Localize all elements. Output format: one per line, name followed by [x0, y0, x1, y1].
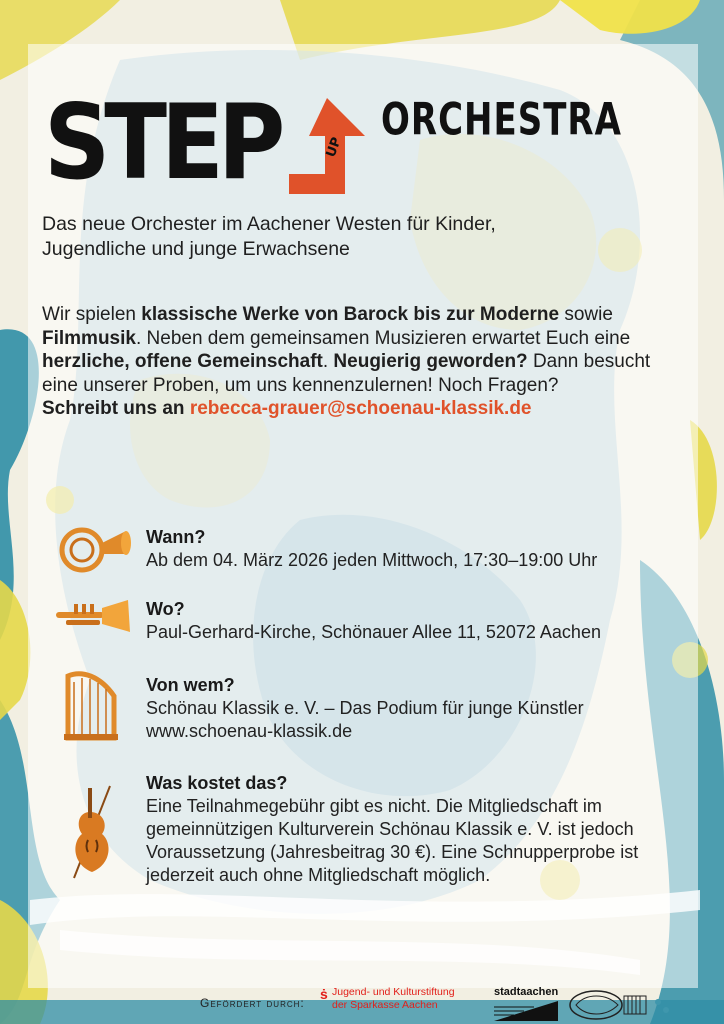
subtitle: Das neue Orchester im Aachener Westen für Kinder, Jugendliche und junge Erwachsene — [42, 213, 496, 260]
sponsor-footer — [0, 986, 724, 1024]
step-up-orchestra-logo — [44, 83, 622, 203]
intro-bold-1: klassische Werke von Barock bis zur Moderne — [141, 304, 560, 325]
sparkasse-icon: ṡ — [320, 986, 328, 1002]
french-horn-icon — [52, 524, 132, 576]
by-whom-text — [146, 697, 686, 743]
contact-lead: Schreibt uns an — [42, 398, 190, 419]
contact-email-link[interactable]: rebecca-grauer@schoenau-klassik.de — [189, 398, 532, 419]
stadt-aachen-logo-text: stadtaachen — [494, 986, 559, 998]
sparkasse-line-2: der Sparkasse Aachen — [332, 999, 438, 1011]
intro-text-3: . Neben dem gemeinsamen Musizieren erwartet Euch eine — [135, 327, 631, 349]
where-text: Paul-Gerhard-Kirche, Schönauer Allee 11, 52072 Aachen — [146, 622, 601, 642]
by-whom-heading: Von wem? — [146, 675, 235, 695]
logo-orchestra-text: ORCHESTRA — [381, 94, 622, 146]
funded-by-label: Gefördert durch: — [200, 996, 305, 1010]
cost-text: Eine Teilnahmegebühr gibt es nicht. Die Mitgliedschaft im gemeinnützigen Kulturverein Schönau Klassik e. V. ist jedoch Voraussetzung (Jahresbeitrag 30 €). Eine Schnupperprobe ist jederzeit auch ohne Mitgliedschaft möglich. — [146, 796, 639, 885]
where-heading: Wo? — [146, 599, 185, 619]
trumpet-icon — [52, 598, 132, 644]
intro-bold-4: Neugierig geworden? — [333, 351, 528, 372]
sparkasse-line-1: Jugend- und Kulturstiftung — [332, 986, 455, 998]
harp-icon — [52, 668, 132, 742]
up-arrow-icon — [287, 96, 367, 196]
cost-heading: Was kostet das? — [146, 773, 288, 793]
intro-text-4: . — [322, 351, 334, 372]
intro-bold-3: herzliche, offene Gemeinschaft — [42, 351, 323, 372]
intro-text-2: sowie — [559, 304, 613, 325]
when-heading: Wann? — [146, 527, 206, 547]
schoenau-klassik-logo-icon — [566, 988, 676, 1022]
stadt-aachen-emblem-icon — [494, 1001, 558, 1021]
intro-bold-2: Filmmusik — [42, 327, 136, 349]
intro-paragraph — [42, 303, 662, 421]
when-text: Ab dem 04. März 2026 jeden Mittwoch, 17:30–19:00 Uhr — [146, 550, 598, 570]
logo-up-text: UP — [323, 135, 345, 160]
organizer-name: Schönau Klassik e. V. – Das Podium für junge Künstler — [146, 698, 584, 718]
cello-icon — [52, 782, 132, 882]
logo-step-text: STEP — [44, 83, 280, 203]
organizer-website-link[interactable]: www.schoenau-klassik.de — [146, 721, 353, 741]
intro-text-1: Wir spielen — [42, 304, 142, 325]
intro-text-5: Dann besucht eine unserer Proben, um uns kennenzulernen! Noch Fragen? — [42, 351, 651, 396]
sparkasse-foundation-logo — [320, 986, 482, 1012]
